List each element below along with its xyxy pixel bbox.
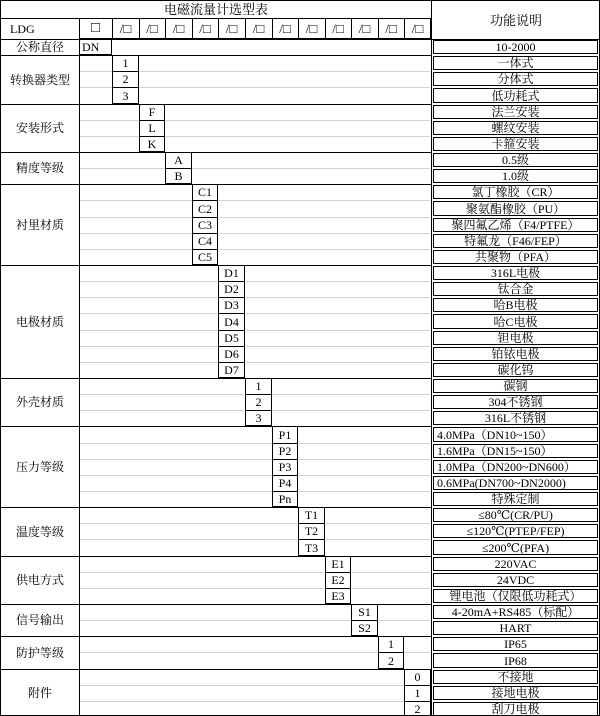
code-cell: C1	[197, 185, 212, 199]
desc-cell: 4.0MPa（DN10~150）	[433, 427, 598, 442]
desc-cell: 特殊定制	[433, 492, 598, 506]
row-gridline	[80, 120, 430, 121]
model-option-slot: /□	[172, 21, 185, 36]
code-cell: D1	[224, 266, 239, 280]
title-underline	[1, 18, 431, 19]
desc-cell: 碳钢	[433, 379, 598, 393]
desc-cell: ≤80℃(CR/PU)	[433, 508, 598, 522]
model-option-slot: /□	[119, 21, 132, 36]
desc-cell: 聚四氟乙烯（F4/PTFE）	[433, 218, 598, 232]
code-cell: B	[174, 169, 183, 183]
category-label: 转换器类型	[9, 72, 70, 87]
desc-cell: 分体式	[433, 72, 598, 86]
category-label: 电极材质	[15, 314, 64, 329]
desc-cell: 304不锈钢	[433, 395, 598, 409]
code-cell: D3	[224, 298, 239, 312]
code-cell: 1	[255, 379, 262, 393]
desc-cell: 共聚物（PFA）	[433, 250, 598, 264]
code-cell: 2	[414, 702, 421, 716]
row-gridline	[80, 572, 430, 573]
code-cell: 2	[255, 395, 262, 409]
row-gridline	[80, 281, 430, 282]
category-label: 附件	[27, 686, 52, 700]
row-gridline	[80, 685, 430, 686]
row-gridline	[80, 459, 430, 460]
category-label: 压力等级	[15, 459, 64, 474]
model-option-slot: /□	[199, 21, 211, 36]
model-option-slot: /□	[305, 21, 318, 36]
desc-cell: 哈B电极	[433, 298, 598, 312]
category-label: 供电方式	[15, 573, 64, 587]
code-cell: C4	[197, 234, 212, 248]
desc-cell: 1.6MPa（DN15~150）	[433, 444, 598, 458]
model-option-slot: /□	[225, 21, 238, 36]
desc-cell: 0.6MPa(DN700~DN2000)	[433, 476, 598, 490]
desc-cell: 碳化钨	[433, 363, 598, 377]
desc-cell: 4-20mA+RS485（标配）	[433, 605, 598, 619]
code-cell: A	[174, 153, 183, 167]
row-gridline	[80, 443, 430, 444]
code-cell: 0	[414, 670, 421, 684]
code-cell: T1	[304, 508, 319, 522]
model-option-slot: /□	[279, 21, 291, 36]
desc-cell: 10-2000	[433, 40, 598, 54]
category-label: 温度等级	[15, 524, 64, 539]
code-cell: 1	[388, 637, 394, 651]
desc-cell: 低功耗式	[433, 88, 598, 103]
desc-cell: 钽电极	[433, 331, 598, 345]
desc-cell: 1.0MPa（DN200~DN600）	[433, 460, 598, 474]
header-underline	[1, 39, 600, 40]
code-cell: E2	[331, 573, 345, 587]
code-cell: C5	[197, 250, 212, 264]
desc-cell: 聚氨酯橡胶（PU）	[433, 201, 598, 216]
row-gridline	[80, 200, 430, 201]
row-gridline	[80, 346, 430, 347]
code-cell: P4	[278, 476, 292, 490]
code-cell: S2	[358, 621, 371, 635]
desc-cell: 24VDC	[433, 573, 598, 587]
code-cell: 2	[122, 72, 129, 86]
desc-cell: 铂铱电极	[433, 347, 598, 361]
desc-cell: 钛合金	[433, 282, 598, 296]
label-column-line	[79, 18, 80, 716]
model-option-slot: /□	[411, 21, 424, 36]
row-gridline	[80, 249, 430, 250]
model-option-slot: /□	[332, 21, 344, 36]
desc-cell: 不接地	[433, 670, 598, 684]
category-label: 安装形式	[15, 121, 64, 135]
code-cell: C3	[197, 218, 212, 232]
desc-cell: 锂电池（仅限低功耗式）	[433, 589, 598, 603]
code-cell: D4	[224, 314, 239, 329]
code-cell: E3	[331, 589, 345, 603]
row-gridline	[80, 362, 430, 363]
category-label: 信号输出	[15, 613, 64, 627]
model-option-slot: /□	[358, 21, 371, 36]
model-option-slot: /□	[385, 21, 397, 36]
code-cell: D2	[224, 282, 239, 296]
desc-cell: 0.5级	[433, 153, 598, 167]
code-cell: DN	[82, 40, 100, 54]
model-option-slot: /□	[252, 21, 265, 36]
row-gridline	[80, 539, 430, 540]
desc-cell: ≤200℃(PFA)	[433, 540, 598, 555]
desc-cell: 刮刀电极	[433, 702, 598, 716]
desc-cell: 接地电极	[433, 686, 598, 700]
code-cell: Pn	[278, 492, 292, 506]
desc-cell: 氯丁橡胶（CR）	[433, 185, 598, 199]
model-option-slot: /□	[146, 21, 158, 36]
code-cell: C2	[197, 201, 212, 216]
code-cell: D6	[224, 347, 239, 361]
code-cell: 1	[122, 56, 129, 70]
code-cell: S1	[358, 605, 371, 619]
row-gridline	[80, 330, 430, 331]
desc-cell: IP68	[433, 653, 598, 668]
row-gridline	[80, 217, 430, 218]
row-gridline	[80, 701, 430, 702]
category-label: 精度等级	[15, 161, 64, 175]
row-gridline	[80, 297, 430, 298]
category-label: 衬里材质	[15, 217, 64, 232]
category-label: 外壳材质	[15, 395, 64, 409]
desc-cell: 哈C电极	[433, 314, 598, 329]
desc-cell: 316L电极	[433, 266, 598, 280]
code-cell: F	[148, 105, 156, 119]
row-gridline	[80, 168, 430, 169]
desc-cell: 卡箍安装	[433, 137, 598, 151]
code-cell: T3	[304, 540, 319, 555]
desc-cell: 法兰安装	[433, 105, 598, 119]
model-base-slot: □	[90, 20, 101, 36]
row-gridline	[80, 233, 430, 234]
row-gridline	[80, 523, 430, 524]
desc-column-line	[431, 1, 432, 716]
code-cell: 3	[255, 411, 262, 425]
code-cell: E1	[331, 557, 345, 571]
desc-cell: ≤120℃(PTEP/FEP)	[433, 524, 598, 538]
desc-cell: 1.0级	[433, 169, 598, 183]
code-cell: D7	[224, 363, 239, 377]
desc-cell: 220VAC	[433, 557, 598, 571]
row-gridline	[80, 491, 430, 492]
code-cell: P3	[278, 460, 292, 474]
table-title: 电磁流量计选型表	[163, 2, 268, 17]
desc-cell: 316L不锈钢	[433, 411, 598, 425]
code-cell: 1	[414, 686, 421, 700]
row-gridline	[80, 588, 430, 589]
function-description-header: 功能说明	[489, 12, 542, 28]
code-cell: P1	[278, 427, 292, 442]
category-label: 防护等级	[15, 645, 64, 660]
code-cell: P2	[278, 444, 292, 458]
desc-cell: 一体式	[433, 56, 598, 70]
code-cell: 3	[122, 88, 129, 103]
code-cell: D5	[224, 331, 239, 345]
code-cell: K	[147, 137, 157, 151]
code-cell: L	[148, 121, 156, 135]
category-label: 公称直径	[15, 40, 64, 54]
desc-cell: 特氟龙（F46/FEP）	[433, 234, 598, 248]
code-cell: 2	[388, 653, 394, 668]
desc-cell: IP65	[433, 637, 598, 651]
model-prefix: LDG	[10, 21, 35, 36]
code-cell: T2	[304, 524, 319, 538]
row-gridline	[80, 475, 430, 476]
desc-cell: 螺纹安装	[433, 121, 598, 135]
row-gridline	[80, 313, 430, 314]
row-gridline	[80, 136, 430, 137]
desc-cell: HART	[433, 621, 598, 635]
